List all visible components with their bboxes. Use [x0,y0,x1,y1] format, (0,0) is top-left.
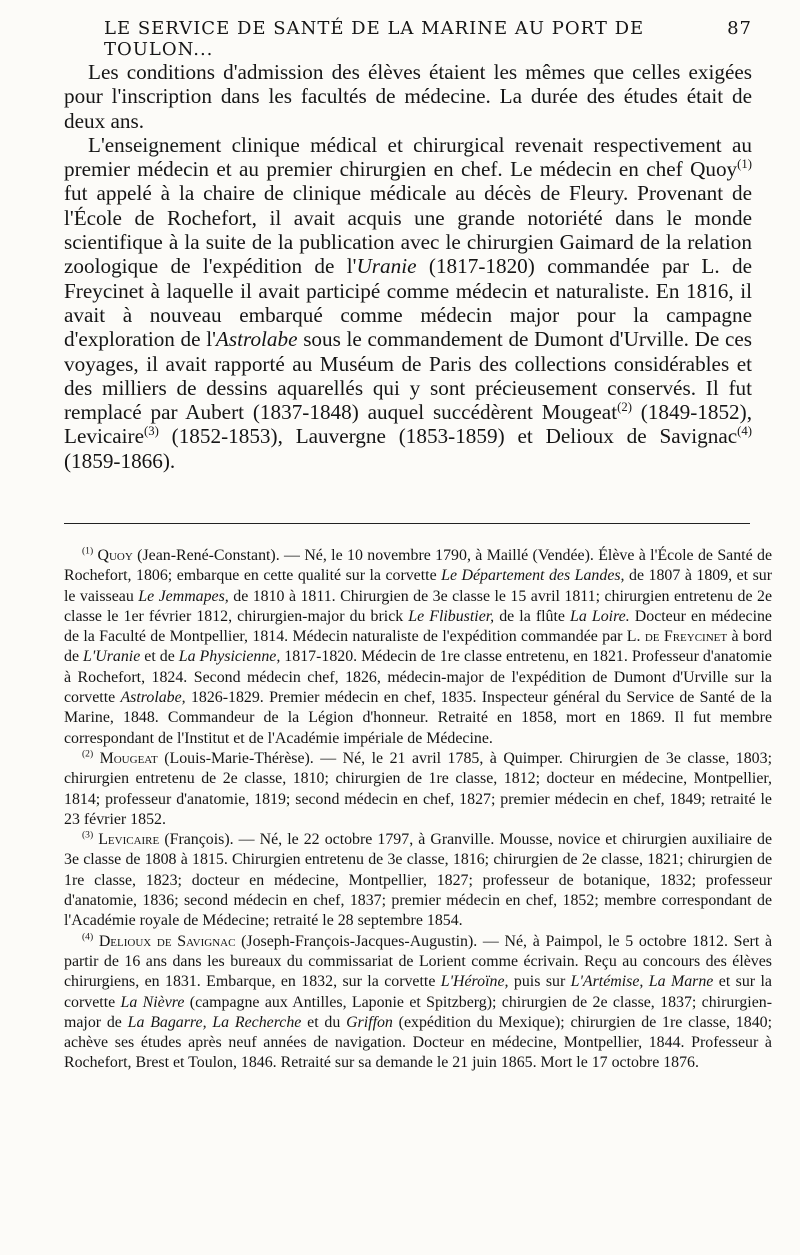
text-run: (1859-1866). [64,448,176,473]
person-name: de Freycinet [644,628,728,646]
text-run: (campagne aux Antilles, Laponie et Spitzberg); chirurgien de 2e classe, 1837; chirurgien-major de [64,993,772,1031]
page-number: 87 [727,18,752,39]
footnote-3 [64,830,772,931]
ship-name: La Loire. [570,607,630,625]
ship-name-uranie: Uranie [356,254,417,279]
footnote-mark: (4) [82,931,94,943]
footnotes [64,546,772,1074]
ship-name-astrolabe: Astrolabe [215,327,298,352]
text-run: (Jean-René-Constant). — Né, le 10 novembre 1790, à Maillé (Vendée). Élève à l'École de Santé de Rochefort, 1806; embarque en cette qualité sur la corvette [64,547,772,585]
text-run: L'enseignement clinique médical et chirurgical revenait respectivement au premier médecin et au premier chirurgien en chef. Le médecin en chef Quoy [64,132,752,182]
text-run: (1849-1852), Levicaire [64,400,752,449]
paragraph-enseignement [64,133,752,473]
text-run: de 1807 à 1809, et sur le vaisseau [64,567,773,605]
running-title: LE SERVICE DE SANTÉ DE LA MARINE AU PORT DE TOULON... [104,18,645,60]
text-run: et sur la corvette [64,973,772,1011]
ship-name: L'Artémise, La Marne [570,973,714,991]
text-run: 1817-1820. Médecin de 1re classe entretenu, en 1821. Professeur d'anatomie à Rochefort, 1824. Second médecin chef, 1826, médecin-major de l'expédition de Dumont d'Urville sur la corvette [64,648,772,707]
text-run: de la flûte [494,607,571,625]
text-run: (Louis-Marie-Thérèse). — Né, le 21 avril 1785, à Quimper. Chirurgien de 3e classe, 1803; chirurgien entretenu de 2e classe, 1810; chirurgien de 1re classe, 1812; docteur en médecine, Montpellier, 1814; professeur d'anatomie, 1819; second médecin en chef, 1827; premier médecin en chef, 1849; retraité le 23 février 1852. [64,749,772,828]
text-run: (1852-1853), Lauvergne (1853-1859) et Delioux de Savignac [158,424,738,449]
ship-name: Le Jemmapes, [138,587,229,605]
ship-name: Le Département des Landes, [441,567,625,585]
ship-name: Astrolabe, [120,689,186,707]
footnote-ref-3: (3) [143,424,159,439]
footnote-mark: (3) [82,829,94,841]
text-run: et de [140,648,179,666]
footnote-name: Mougeat [99,749,158,767]
ship-name: La Nièvre [120,993,185,1011]
ship-name: Le Flibustier, [408,607,495,625]
main-text [64,60,752,473]
ship-name: L'Héroïne, [440,973,509,991]
ship-name: Griffon [346,1013,393,1031]
footnote-mark: (1) [82,545,94,557]
footnote-2 [64,749,772,830]
ship-name: La Bagarre, La Recherche [127,1013,302,1031]
text-run: puis sur [508,973,571,991]
footnote-ref-2: (2) [617,400,632,415]
text-run: de 1810 à 1811. Chirurgien de 3e classe le 15 avril 1811; chirurgien entretenu de 2e classe le 1er février 1812, chirurgien-major du brick [64,587,772,625]
paragraph-admission: Les conditions d'admission des élèves étaient les mêmes que celles exigées pour l'inscription dans les facultés de médecine. La durée des études était de deux ans. [64,60,752,133]
text-run: (expédition du Mexique); chirurgien de 1re classe, 1840; achève ses études après neuf années de navigation. Docteur en médecine, Montpellier, 1844. Professeur à Rochefort, Brest et Toulon, 1846. Retraité sur sa demande le 21 juin 1865. Mort le 17 octobre 1876. [64,1013,772,1072]
text-run: (François). — Né, le 22 octobre 1797, à Granville. Mousse, novice et chirurgien auxiliaire de 3e classe de 1808 à 1815. Chirurgien entretenu de 3e classe, 1816; chirurgien de 2e classe, 1821; chirurgien de 1re classe, 1823; docteur en médecine, Montpellier, 1827; professeur de botanique, 1832; professeur d'anatomie, 1836; second médecin en chef, 1837; premier médecin en chef, 1852; membre correspondant de l'Académie royale de Médecine; retraité le 28 septembre 1854. [64,831,772,930]
footnote-ref-4: (4) [737,424,752,439]
footnote-name: Delioux de Savignac [98,932,236,950]
text-run: sous le commandement de Dumont d'Urville. De ces voyages, il avait rapporté au Muséum de Paris des collections considérables et des milliers de dessins aquarellés qui y sont précieusement conservés. Il fut remplacé par Aubert (1837-1848) auquel succédèrent Mougeat [64,327,752,425]
footnote-1 [64,546,772,749]
text-run: Docteur en médecine de la Faculté de Montpellier, 1814. Médecin naturaliste de l'expédition commandée par L. [64,607,772,646]
footnote-4 [64,932,772,1074]
footnote-name: Quoy [97,547,133,564]
page-header [104,18,752,60]
footnote-mark: (2) [82,748,94,760]
footnote-divider [64,523,750,524]
text-run: 1826-1829. Premier médecin en chef, 1835. Inspecteur général du Service de Santé de la Marine, 1848. Commandeur de la Légion d'honneur. Retraité en 1858, mort en 1869. Il fut membre correspondant de l'Institut et de l'Académie impériale de Médecine. [64,689,772,747]
footnote-name: Levicaire [98,831,160,849]
ship-name: La Physicienne, [178,648,281,666]
text-run: (Joseph-François-Jacques-Augustin). — Né, à Paimpol, le 5 octobre 1812. Sert à partir de 16 ans dans les bureaux du commissariat de Lorient comme écrivain. Reçu au concours des élèves chirurgiens, en 1831. Embarque, en 1832, sur la corvette [64,932,773,991]
text-run: à bord de [64,628,772,666]
text-run: fut appelé à la chaire de clinique médicale au décès de Fleury. Provenant de l'École de Rochefort, il avait acquis une grande notoriété dans le monde scientifique à la suite de la publication avec le chirurgien Gaimard de la relation zoologique de l'expédition de l' [64,181,752,279]
ship-name: L'Uranie [83,648,141,666]
text-run: et du [301,1013,347,1031]
text-run: (1817-1820) commandée par L. de Freycinet à laquelle il avait participé comme médecin et naturaliste. En 1816, il avait à nouveau embarqué comme médecin major pour la campagne d'exploration de l' [64,254,752,352]
footnote-ref-1: (1) [737,157,752,172]
